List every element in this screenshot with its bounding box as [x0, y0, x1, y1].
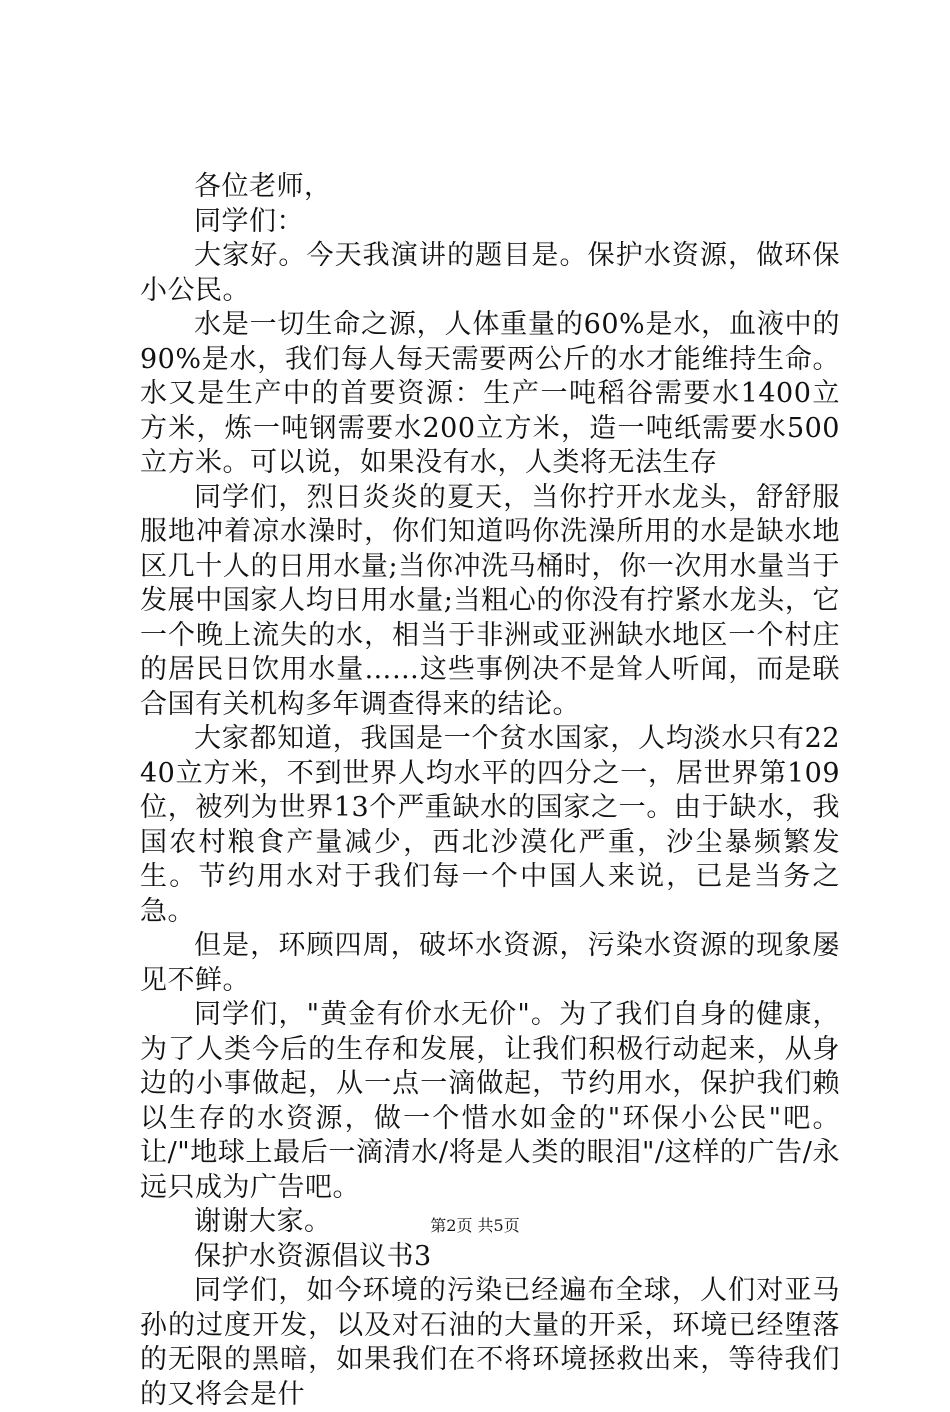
paragraph-proposal-start: 同学们，如今环境的污染已经遍布全球，人们对亚马孙的过度开发，以及对石油的大量的开采，环境已经堕落的无限的黑暗，如果我们在不将环境拯救出来，等待我们的又将会是什: [140, 1275, 840, 1410]
paragraph-pollution: 但是，环顾四周，破坏水资源，污染水资源的现象屡见不鲜。: [140, 930, 840, 996]
section-heading: 保护水资源倡议书3: [194, 1240, 432, 1272]
paragraph-summer-examples: 同学们，烈日炎炎的夏天，当你拧开水龙头，舒舒服服地冲着凉水澡时，你们知道吗你洗澡所用的水是缺水地区几十人的日用水量;当你冲洗马桶时，你一次用水量当于发展中国家人均日用水量;当粗心的你没有拧紧水龙头，它一个晚上流失的水，相当于非洲或亚洲缺水地区一个村庄的居民日饮用水量……这些事例决不是耸人听闻，而是联合国有关机构多年调查得来的结论。: [140, 481, 840, 720]
paragraph-thanks: 谢谢大家。: [194, 1206, 332, 1237]
paragraph-water-source: 水是一切生命之源，人体重量的60%是水，血液中的90%是水，我们每人每天需要两公斤的水才能维持生命。水又是生产中的首要资源：生产一吨稻谷需要水1400立方米，炼一吨钢需要水200立方米，造一吨纸需要水500立方米。可以说，如果没有水，人类将无法生存: [140, 309, 840, 478]
salutation-students: 同学们：: [194, 205, 304, 237]
paragraph-water-shortage: 大家都知道，我国是一个贫水国家，人均淡水只有2240立方米，不到世界人均水平的四分之一，居世界第109位，被列为世界13个严重缺水的国家之一。由于缺水，我国农村粮食产量减少，西北沙漠化严重，沙尘暴频繁发生。节约用水对于我们每一个中国人来说，已是当务之急。: [140, 723, 840, 927]
paragraph-call-to-action: 同学们，"黄金有价水无价"。为了我们自身的健康，为了人类今后的生存和发展，让我们积极行动起来，从身边的小事做起，从一点一滴做起，节约用水，保护我们赖以生存的水资源，做一个惜水如金的"环保小公民"吧。让/"地球上最后一滴清水/将是人类的眼泪"/这样的广告/永远只成为广告吧。: [140, 999, 840, 1203]
salutation-teachers: 各位老师，: [194, 171, 332, 202]
page-footer: 第2页 共5页: [430, 1216, 520, 1235]
paragraph-intro: 大家好。今天我演讲的题目是。保护水资源，做环保小公民。: [140, 240, 840, 306]
